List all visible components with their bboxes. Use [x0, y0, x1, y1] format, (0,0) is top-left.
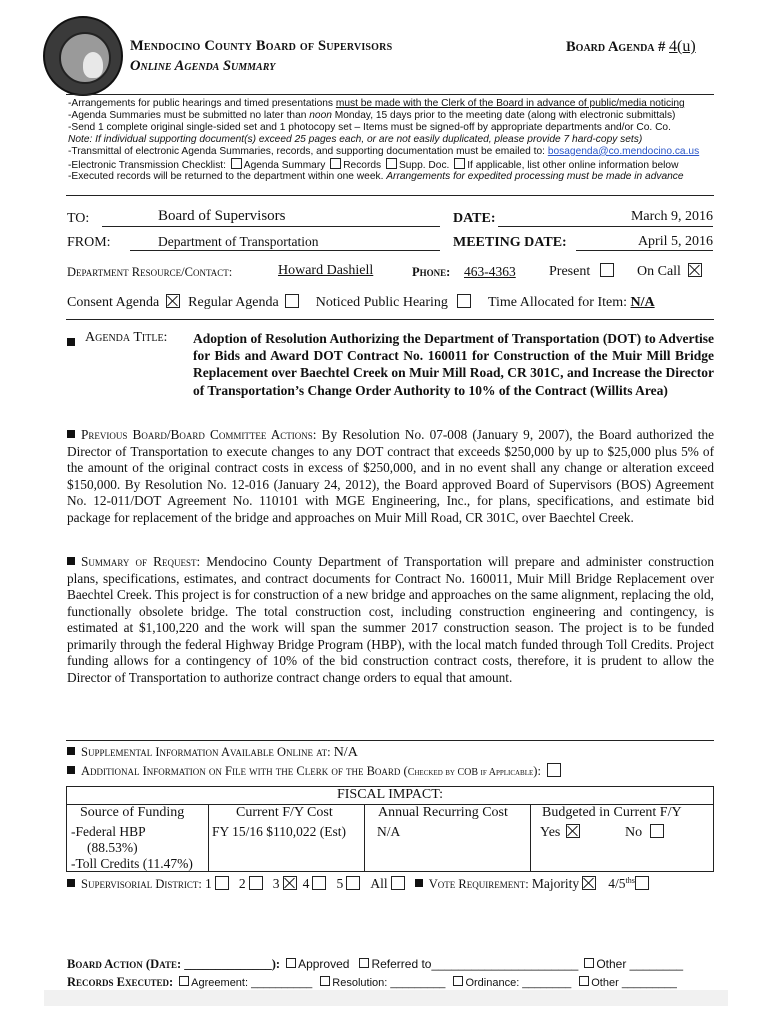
header-divider	[66, 94, 714, 95]
four-fifths-checkbox[interactable]	[635, 876, 649, 890]
summary-label: Summary of Request:	[81, 554, 201, 569]
to-label: TO:	[67, 211, 90, 226]
agenda-number	[566, 38, 696, 56]
to-field[interactable]	[102, 208, 440, 227]
previous-actions-section	[67, 427, 714, 526]
to-value: Board of Supervisors	[158, 208, 286, 224]
email-link[interactable]: bosagenda@co.mendocino.ca.us	[547, 145, 700, 157]
vote-label: Vote Requirement:	[428, 877, 529, 892]
meeting-date-field[interactable]	[576, 232, 713, 251]
fiscal-recurring-cost: N/A	[377, 824, 401, 839]
present-checkbox[interactable]	[600, 263, 614, 277]
present-label: Present	[549, 264, 591, 279]
instruction-line: -Transmittal of electronic Agenda Summaries, records, and supporting documentation must be emailed to: bosagenda@co.mendocino.ca.us	[68, 145, 700, 157]
instruction-line: -Executed records will be returned to the department within one week. Arrangements for expedited processing must be made in advance	[68, 171, 684, 183]
contact-value[interactable]: Howard Dashiell	[278, 263, 374, 278]
supplemental-label: Supplemental Information Available Online at:	[81, 745, 331, 759]
from-label: FROM:	[67, 235, 111, 250]
additional-checked-by: Checked by COB if Applicable	[407, 767, 534, 778]
summary-divider	[66, 740, 714, 741]
transmission-checklist: -Electronic Transmission Checklist: Agenda Summary Records Supp. Doc. If applicable, list other online information below	[68, 159, 679, 171]
resolution-checkbox[interactable]	[320, 976, 330, 986]
summary-text: Mendocino County Department of Transportation will prepare and administer construction plans, specifications, estimates, and contract documents for Contract No. 160011, Muir Mill Bridge Replacement over Baechtel Creek. This project is for construction of a new bridge and approaches on the same alignment, replacing the old, functionally obsolete bridge. The total construction cost, including construction engineering and contingency, is estimated at $1,100,220 and the work will span the summer 2017 construction season. The project is to be funded primarily through the federal Highway Bridge Program (HBP), with the local match funded through Toll Credits. Project funding allows for a contingency of 10% of the bid construction contract costs, therefore, it is prudent to allow the Director of Transportation to authorize contract change orders to equal that amount.	[67, 554, 714, 685]
contact-label: Department Resource/Contact:	[67, 265, 233, 279]
agenda-summary-checkbox[interactable]	[231, 158, 242, 169]
instruction-line: -Send 1 complete original single-sided set and 1 photocopy set – Items must be signed-off by appropriate departments and/or Co. Co.	[68, 121, 671, 133]
referred-checkbox[interactable]	[359, 958, 369, 968]
footer-bar	[44, 990, 728, 1006]
district-4-checkbox[interactable]	[312, 876, 326, 890]
district-3-checkbox[interactable]	[283, 876, 297, 890]
fiscal-current-cost: FY 15/16 $110,022 (Est)	[212, 824, 346, 839]
budgeted-yes-checkbox[interactable]	[566, 824, 580, 838]
additional-info-checkbox[interactable]	[547, 763, 561, 777]
instruction-line: -Arrangements for public hearings and timed presentations must be made with the Clerk of the Board in advance of public/media noticing	[68, 98, 685, 109]
budgeted-no-checkbox[interactable]	[650, 824, 664, 838]
district-all-checkbox[interactable]	[391, 876, 405, 890]
noticed-hearing-checkbox[interactable]	[457, 294, 471, 308]
if-applicable-checkbox[interactable]	[454, 158, 465, 169]
time-allocated-label: Time Allocated for Item:	[487, 295, 628, 310]
previous-actions-text: By Resolution No. 07-008 (January 9, 2007), the Board authorized the Director of Transportation to execute changes to any DOT contract that exceeds $250,000 by up to $25,000 plus 5% of the amount of the original contract costs in excess of $250,000, and in no event shall any change or alteration exceed $150,000. By Resolution No. 12-016 (January 24, 2012), the Board approved Board of Supervisors (BOS) Agreement No. 12-011/DOT Agreement No. 110101 with MGE Engineering, Inc., for plans, specifications, and estimate bid package for replacement of the bridge and approaches on Muir Mill Road, CR 301C, over Baechtel Creek.	[67, 427, 715, 525]
board-action-label: Board Action (Date: ______________):	[67, 957, 281, 971]
date-value: March 9, 2016	[630, 209, 713, 224]
consent-agenda-checkbox[interactable]	[166, 294, 180, 308]
date-label: DATE:	[453, 211, 496, 226]
oncall-option	[637, 263, 705, 280]
district-1-checkbox[interactable]	[215, 876, 229, 890]
regular-agenda-checkbox[interactable]	[285, 294, 299, 308]
fiscal-header-recurring: Annual Recurring Cost	[378, 805, 508, 820]
county-seal-logo	[43, 16, 123, 96]
date-field[interactable]	[498, 208, 713, 227]
additional-label: Additional Information on File with the Clerk of the Board (	[81, 764, 408, 778]
fiscal-header-source: Source of Funding	[80, 805, 185, 820]
oncall-label: On Call	[637, 264, 681, 279]
previous-actions-label: Previous Board/Board Committee Actions:	[81, 427, 317, 442]
fiscal-source-cell: -Federal HBP (88.53%) -Toll Credits (11.47%)	[71, 824, 193, 871]
records-label: Records Executed:	[67, 975, 174, 989]
form-divider	[66, 319, 714, 320]
agenda-title-text: Adoption of Resolution Authorizing the Department of Transportation (DOT) to Advertise for Bids and Award DOT Contract No. 160011 for Construction of the Muir Mill Bridge Replacement over Baechtel Creek on Muir Mill Road, CR 301C, and Increase the Director of Transportation’s Change Order Authority to 10% of the Contract (Willits Area)	[193, 331, 714, 398]
board-action-row: Board Action (Date: ______________): Approved Referred to______________________ Other ________	[67, 957, 684, 971]
ordinance-checkbox[interactable]	[453, 976, 463, 986]
board-other-checkbox[interactable]	[584, 958, 594, 968]
noticed-hearing-label: Noticed Public Hearing	[315, 295, 448, 310]
from-value: Department of Transportation	[158, 234, 319, 249]
budgeted-yes-option: Yes	[540, 824, 583, 841]
page-subtitle: Online Agenda Summary	[130, 58, 276, 74]
agenda-number-label: Board Agenda #	[566, 39, 666, 55]
records-other-checkbox[interactable]	[579, 976, 589, 986]
majority-checkbox[interactable]	[582, 876, 596, 890]
fiscal-header-budgeted: Budgeted in Current F/Y	[542, 805, 682, 820]
supplemental-info	[67, 745, 358, 761]
agenda-title-bullet	[67, 334, 81, 352]
agenda-number-value: 4(u)	[669, 38, 696, 55]
supplemental-value: N/A	[333, 745, 358, 760]
agenda-title-label: Agenda Title:	[85, 330, 168, 345]
records-row: Records Executed: Agreement: __________ Resolution: _________ Ordinance: ________ Other _________	[67, 975, 677, 989]
supp-doc-checkbox[interactable]	[386, 158, 397, 169]
phone-value[interactable]: 463-4363	[464, 264, 516, 279]
district-row: Supervisorial District: 1 2 3 4 5 All Vote Requirement: Majority $4/5^{ths}$	[67, 876, 652, 892]
present-option	[549, 263, 617, 280]
approved-checkbox[interactable]	[286, 958, 296, 968]
consent-agenda-label: Consent Agenda	[67, 295, 160, 310]
meeting-date-value: April 5, 2016	[637, 234, 713, 249]
additional-info: Additional Information on File with the Clerk of the Board (Checked by COB if Applicable):	[67, 763, 564, 779]
oncall-checkbox[interactable]	[688, 263, 702, 277]
submission-instructions	[68, 98, 718, 183]
time-allocated-value: N/A	[630, 295, 655, 310]
page-title: Mendocino County Board of Supervisors	[130, 38, 393, 54]
instructions-divider	[66, 195, 714, 196]
budgeted-no-option: No	[625, 824, 667, 841]
summary-section	[67, 554, 714, 686]
fiscal-impact-title: FISCAL IMPACT:	[66, 786, 714, 804]
from-field[interactable]	[130, 232, 440, 251]
agreement-checkbox[interactable]	[179, 976, 189, 986]
district-label: Supervisorial District:	[81, 877, 202, 892]
meeting-date-label: MEETING DATE:	[453, 235, 567, 250]
instruction-line: -Agenda Summaries must be submitted no later than noon Monday, 15 days prior to the meeting date (along with electronic submittals)	[68, 109, 676, 121]
fiscal-header-current: Current F/Y Cost	[236, 805, 333, 820]
district-2-checkbox[interactable]	[249, 876, 263, 890]
records-checkbox[interactable]	[330, 158, 341, 169]
phone-label: Phone:	[412, 265, 451, 279]
agenda-type-row	[67, 294, 655, 311]
instruction-line: Note: If individual supporting document(s) exceed 25 pages each, or are not easily duplicated, please provide 7 hard-copy sets)	[68, 133, 643, 145]
district-5-checkbox[interactable]	[346, 876, 360, 890]
regular-agenda-label: Regular Agenda	[188, 295, 279, 310]
